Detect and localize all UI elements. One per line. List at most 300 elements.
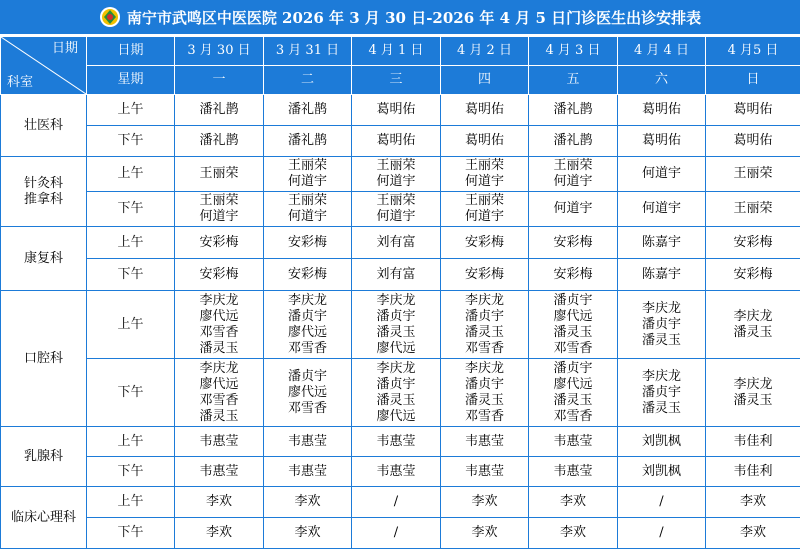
department-name: 壮医科 [1,95,87,157]
doctor-list [642,166,681,182]
doctor-list [288,267,327,283]
doctor-list [376,193,415,225]
date-header: 3 月 31 日 [264,37,352,66]
doctor-name: 安彩梅 [199,235,238,251]
doctor-name: 葛明佑 [465,102,504,118]
doctor-cell [706,487,800,518]
doctor-cell [441,457,529,487]
doctor-list [376,158,415,190]
doctor-name: 邓雪香 [199,393,238,409]
doctor-name: 潘灵玉 [376,325,415,341]
doctor-name: / [659,525,663,541]
doctor-name: 王丽荣 [288,158,327,174]
doctor-name: 韦惠莹 [465,464,504,480]
doctor-list [288,434,327,450]
doctor-cell [175,427,264,457]
doctor-list [733,309,772,341]
doctor-name: 李庆龙 [465,293,504,309]
doctor-list [471,494,497,510]
schedule-row [1,291,800,359]
doctor-name: 葛明佑 [733,133,772,149]
doctor-list [465,102,504,118]
doctor-name: 王丽荣 [288,193,327,209]
doctor-cell [441,95,529,126]
weekday-header: 五 [529,66,618,95]
doctor-name: 邓雪香 [288,341,327,357]
doctor-list [740,494,766,510]
doctor-name: 潘灵玉 [199,409,238,425]
doctor-cell [618,192,706,227]
doctor-cell [706,95,800,126]
doctor-name: 何道宇 [642,201,681,217]
doctor-list [642,201,681,217]
doctor-name: 韦惠莹 [288,434,327,450]
doctor-name: 陈嘉宇 [642,235,681,251]
doctor-list [376,133,415,149]
doctor-name: 潘贞宇 [553,361,592,377]
doctor-name: 李庆龙 [465,361,504,377]
date-header: 4 月 3 日 [529,37,618,66]
doctor-cell [529,192,618,227]
doctor-name: 廖代远 [376,409,415,425]
doctor-cell [264,259,352,291]
period-label: 上午 [87,291,175,359]
doctor-list [288,102,327,118]
doctor-name: 邓雪香 [288,401,327,417]
doctor-list [199,267,238,283]
doctor-list [553,102,592,118]
doctor-list [733,133,772,149]
doctor-name: 韦惠莹 [376,434,415,450]
doctor-cell [264,95,352,126]
doctor-name: 安彩梅 [465,267,504,283]
doctor-list [288,464,327,480]
doctor-cell [706,192,800,227]
doctor-cell [264,227,352,259]
period-label: 上午 [87,157,175,192]
doctor-name: 李欢 [471,494,497,510]
doctor-name: 廖代远 [376,341,415,357]
weekday-header: 四 [441,66,529,95]
doctor-list [733,464,772,480]
doctor-cell [352,359,441,427]
doctor-cell [706,291,800,359]
doctor-list [288,158,327,190]
doctor-name: 何道宇 [376,209,415,225]
corner-header [1,37,87,95]
doctor-list [553,361,592,425]
doctor-list [199,235,238,251]
doctor-name: 何道宇 [553,174,592,190]
doctor-cell [706,157,800,192]
date-header: 4 月 2 日 [441,37,529,66]
period-label: 上午 [87,487,175,518]
doctor-name: 廖代远 [553,309,592,325]
period-label: 上午 [87,227,175,259]
doctor-list [733,102,772,118]
doctor-name: 李欢 [206,494,232,510]
doctor-name: 安彩梅 [465,235,504,251]
schedule-row [1,192,800,227]
doctor-cell [529,157,618,192]
doctor-list [642,301,681,349]
schedule-row [1,95,800,126]
doctor-list [376,293,415,357]
doctor-name: 韦佳利 [733,434,772,450]
doctor-name: 潘礼鹊 [553,102,592,118]
doctor-name: 安彩梅 [288,235,327,251]
doctor-list [206,494,232,510]
doctor-name: 邓雪香 [465,341,504,357]
period-label: 上午 [87,427,175,457]
doctor-cell [175,359,264,427]
doctor-cell [264,487,352,518]
doctor-list [376,267,415,283]
doctor-name: 潘贞宇 [288,369,327,385]
doctor-name: 潘礼鹊 [199,133,238,149]
doctor-cell [352,157,441,192]
doctor-name: 潘贞宇 [553,293,592,309]
doctor-list [642,464,681,480]
doctor-cell [264,457,352,487]
doctor-name: 潘灵玉 [642,333,681,349]
weekday-header: 一 [175,66,264,95]
doctor-list [642,434,681,450]
doctor-cell [264,192,352,227]
doctor-name: 韦惠莹 [465,434,504,450]
doctor-list [465,267,504,283]
doctor-cell [618,291,706,359]
doctor-cell [529,427,618,457]
doctor-cell [618,359,706,427]
doctor-name: 李欢 [471,525,497,541]
corner-dept-label: 科室 [7,75,33,91]
doctor-name: 潘礼鹊 [288,133,327,149]
department-name: 口腔科 [1,291,87,427]
doctor-name: 潘灵玉 [553,393,592,409]
period-label: 上午 [87,95,175,126]
doctor-name: 刘凯枫 [642,464,681,480]
doctor-name: 韦惠莹 [199,434,238,450]
doctor-name: 王丽荣 [376,193,415,209]
doctor-cell [175,227,264,259]
period-label: 下午 [87,126,175,157]
doctor-list [199,434,238,450]
doctor-cell [441,192,529,227]
doctor-name: 何道宇 [199,209,238,225]
title-bar [0,0,800,36]
doctor-name: 潘礼鹊 [199,102,238,118]
doctor-list [642,369,681,417]
doctor-name: 李欢 [560,494,586,510]
doctor-list [288,293,327,357]
doctor-name: 李庆龙 [376,293,415,309]
doctor-list [740,525,766,541]
doctor-list [560,525,586,541]
doctor-name: 韦惠莹 [199,464,238,480]
doctor-cell [441,427,529,457]
doctor-name: 李欢 [294,494,320,510]
doctor-name: 李庆龙 [642,301,681,317]
doctor-name: 潘灵玉 [733,325,772,341]
doctor-name: 刘凯枫 [642,434,681,450]
weekday-header: 三 [352,66,441,95]
doctor-cell [706,126,800,157]
doctor-cell [529,457,618,487]
doctor-cell [264,157,352,192]
doctor-cell [706,457,800,487]
doctor-list [465,133,504,149]
doctor-cell [264,126,352,157]
weekday-header: 六 [618,66,706,95]
doctor-name: 何道宇 [288,174,327,190]
doctor-cell [352,259,441,291]
doctor-name: 邓雪香 [553,341,592,357]
doctor-list [376,102,415,118]
doctor-cell [264,427,352,457]
doctor-name: 李欢 [294,525,320,541]
doctor-cell [264,359,352,427]
doctor-list [465,434,504,450]
doctor-name: 何道宇 [288,209,327,225]
schedule-row [1,427,800,457]
doctor-cell [175,192,264,227]
date-header: 4 月 4 日 [618,37,706,66]
doctor-cell [618,227,706,259]
doctor-name: 王丽荣 [465,193,504,209]
doctor-name: 陈嘉宇 [642,267,681,283]
doctor-name: 潘贞宇 [288,309,327,325]
doctor-cell [352,126,441,157]
department-name: 乳腺科 [1,427,87,487]
doctor-list [465,193,504,225]
doctor-name: 韦惠莹 [553,464,592,480]
doctor-list [659,494,663,510]
weekday-header: 日 [706,66,800,95]
doctor-name: 廖代远 [288,385,327,401]
doctor-name: 潘贞宇 [465,377,504,393]
doctor-list [553,434,592,450]
doctor-name: 韦惠莹 [288,464,327,480]
schedule-row [1,259,800,291]
doctor-list [394,525,398,541]
doctor-cell [618,126,706,157]
doctor-list [733,267,772,283]
date-row-label: 日期 [87,37,175,66]
doctor-name: 王丽荣 [199,166,238,182]
doctor-list [199,102,238,118]
schedule-row [1,157,800,192]
department-name: 针灸科 推拿科 [1,157,87,227]
doctor-list [642,267,681,283]
doctor-name: 王丽荣 [733,166,772,182]
doctor-name: 安彩梅 [288,267,327,283]
doctor-name: 何道宇 [465,209,504,225]
doctor-cell [441,359,529,427]
doctor-list [465,293,504,357]
doctor-cell [175,95,264,126]
doctor-cell [175,157,264,192]
date-header: 4 月 1 日 [352,37,441,66]
schedule-row [1,487,800,518]
doctor-list [553,267,592,283]
doctor-list [733,235,772,251]
doctor-name: 李庆龙 [733,377,772,393]
doctor-cell [618,487,706,518]
doctor-list [553,464,592,480]
doctor-name: 李欢 [740,494,766,510]
doctor-list [465,235,504,251]
doctor-cell [529,227,618,259]
doctor-list [553,293,592,357]
doctor-name: 潘礼鹊 [553,133,592,149]
doctor-list [553,133,592,149]
doctor-name: 韦惠莹 [553,434,592,450]
doctor-name: 廖代远 [199,377,238,393]
doctor-name: 韦佳利 [733,464,772,480]
doctor-name: 安彩梅 [199,267,238,283]
period-label: 下午 [87,192,175,227]
doctor-list [733,434,772,450]
doctor-cell [706,227,800,259]
doctor-list [199,133,238,149]
doctor-name: 潘灵玉 [465,325,504,341]
doctor-name: / [659,494,663,510]
doctor-list [206,525,232,541]
doctor-name: 安彩梅 [733,235,772,251]
doctor-list [642,235,681,251]
doctor-cell [175,487,264,518]
doctor-name: 何道宇 [642,166,681,182]
doctor-list [288,369,327,417]
doctor-cell [529,95,618,126]
weekday-header: 二 [264,66,352,95]
doctor-cell [175,457,264,487]
period-label: 下午 [87,259,175,291]
doctor-cell [618,427,706,457]
doctor-name: 潘灵玉 [642,401,681,417]
doctor-list [199,361,238,425]
doctor-name: 潘灵玉 [733,393,772,409]
doctor-name: 安彩梅 [733,267,772,283]
department-name: 临床心理科 [1,487,87,549]
doctor-name: 葛明佑 [376,102,415,118]
doctor-name: 李欢 [740,525,766,541]
doctor-name: / [394,494,398,510]
doctor-list [199,464,238,480]
doctor-list [199,293,238,357]
doctor-cell [352,427,441,457]
doctor-name: 潘灵玉 [376,393,415,409]
doctor-name: 安彩梅 [553,235,592,251]
doctor-cell [175,126,264,157]
doctor-cell [264,291,352,359]
doctor-name: 潘灵玉 [199,341,238,357]
doctor-cell [441,487,529,518]
doctor-cell [352,192,441,227]
doctor-name: 李庆龙 [376,361,415,377]
doctor-list [471,525,497,541]
corner-date-label: 日期 [52,41,78,57]
doctor-cell [352,487,441,518]
page-title: 南宁市武鸣区中医医院 2026 年 3 月 30 日-2026 年 4 月 5 日门诊医生出诊安排表 [127,7,701,28]
doctor-name: 刘有富 [376,267,415,283]
doctor-cell [352,291,441,359]
doctor-list [376,464,415,480]
doctor-list [294,525,320,541]
doctor-name: 何道宇 [465,174,504,190]
date-header: 4 月5 日 [706,37,800,66]
doctor-cell [706,359,800,427]
doctor-cell [529,487,618,518]
doctor-cell [441,126,529,157]
doctor-cell [175,291,264,359]
period-label: 下午 [87,359,175,427]
doctor-name: 潘灵玉 [553,325,592,341]
period-label: 下午 [87,457,175,487]
doctor-cell [618,157,706,192]
doctor-name: 何道宇 [553,201,592,217]
weekday-row-label: 星期 [87,66,175,95]
doctor-cell [529,259,618,291]
doctor-list [642,133,681,149]
doctor-name: 潘贞宇 [376,377,415,393]
doctor-name: 潘灵玉 [465,393,504,409]
doctor-cell [352,227,441,259]
doctor-cell [529,126,618,157]
doctor-name: 刘有富 [376,235,415,251]
doctor-name: 王丽荣 [553,158,592,174]
schedule-table [0,36,800,549]
doctor-list [659,525,663,541]
doctor-name: 李庆龙 [642,369,681,385]
doctor-list [553,201,592,217]
doctor-list [553,158,592,190]
doctor-cell [618,95,706,126]
doctor-name: 韦惠莹 [376,464,415,480]
doctor-cell [529,359,618,427]
doctor-cell [175,259,264,291]
doctor-name: 李庆龙 [199,361,238,377]
doctor-cell [441,157,529,192]
doctor-name: 李欢 [206,525,232,541]
doctor-name: 潘贞宇 [642,317,681,333]
doctor-list [465,361,504,425]
doctor-list [733,377,772,409]
schedule-row [1,359,800,427]
doctor-name: 李欢 [560,525,586,541]
doctor-cell [706,259,800,291]
doctor-list [642,102,681,118]
doctor-name: 安彩梅 [553,267,592,283]
doctor-list [288,133,327,149]
doctor-name: 王丽荣 [733,201,772,217]
doctor-list [553,235,592,251]
period-label: 下午 [87,518,175,549]
doctor-cell [706,427,800,457]
schedule-row [1,227,800,259]
doctor-list [465,158,504,190]
doctor-name: 廖代远 [288,325,327,341]
schedule-row [1,126,800,157]
doctor-name: 葛明佑 [465,133,504,149]
doctor-cell [441,291,529,359]
doctor-name: 王丽荣 [465,158,504,174]
doctor-list [560,494,586,510]
doctor-name: 何道宇 [376,174,415,190]
schedule-row [1,457,800,487]
doctor-cell [618,259,706,291]
